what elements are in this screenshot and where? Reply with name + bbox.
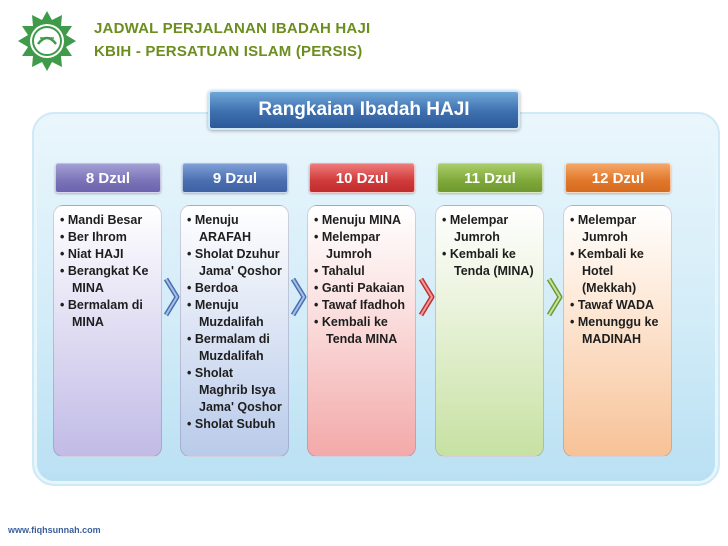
list-item: • Tawaf Ifadhoh: [314, 297, 411, 314]
day-box-9-dzul: [180, 205, 289, 457]
day-box-8-dzul: [53, 205, 162, 457]
list-item: • Kembali ke Hotel (Mekkah): [570, 246, 667, 297]
list-item: • Kembali ke Tenda (MINA): [442, 246, 539, 280]
list-item: • Sholat Dzuhur Jama' Qoshor: [187, 246, 284, 280]
list-item: • Sholat Subuh: [187, 416, 284, 433]
list-item: • Tahalul: [314, 263, 411, 280]
list-item: • Berdoa: [187, 280, 284, 297]
day-box-10-dzul: [307, 205, 416, 457]
header-title-line-1: JADWAL PERJALANAN IBADAH HAJI: [94, 20, 371, 37]
day-box-12-dzul: [563, 205, 672, 457]
list-item: • Melempar Jumroh: [314, 229, 411, 263]
list-item: • Menuju Muzdalifah: [187, 297, 284, 331]
organization-logo: [16, 10, 78, 72]
list-item: • Bermalam di Muzdalifah: [187, 331, 284, 365]
list-item: • Kembali ke Tenda MINA: [314, 314, 411, 348]
day-box-11-dzul: [435, 205, 544, 457]
day-header-12-dzul: 12 Dzul: [565, 163, 671, 193]
chevron-right-icon: [290, 275, 308, 319]
list-item: • Mandi Besar: [60, 212, 157, 229]
list-item: • Tawaf WADA: [570, 297, 667, 314]
diagram-title: Rangkaian Ibadah HAJI: [208, 90, 520, 130]
list-item: • Melempar Jumroh: [570, 212, 667, 246]
chevron-right-icon: [418, 275, 436, 319]
list-item: • Niat HAJI: [60, 246, 157, 263]
day-header-8-dzul: 8 Dzul: [55, 163, 161, 193]
list-item: • Berangkat Ke MINA: [60, 263, 157, 297]
day-header-10-dzul: 10 Dzul: [309, 163, 415, 193]
list-item: • Menuju MINA: [314, 212, 411, 229]
list-item: • Ganti Pakaian: [314, 280, 411, 297]
website-watermark: www.fiqhsunnah.com: [8, 525, 101, 535]
chevron-right-icon: [163, 275, 181, 319]
list-item: • Sholat Maghrib Isya Jama' Qoshor: [187, 365, 284, 416]
list-item: • Menuju ARAFAH: [187, 212, 284, 246]
chevron-right-icon: [546, 275, 564, 319]
list-item: • Ber Ihrom: [60, 229, 157, 246]
list-item: • Melempar Jumroh: [442, 212, 539, 246]
list-item: • Bermalam di MINA: [60, 297, 157, 331]
day-header-9-dzul: 9 Dzul: [182, 163, 288, 193]
day-header-11-dzul: 11 Dzul: [437, 163, 543, 193]
list-item: • Menunggu ke MADINAH: [570, 314, 667, 348]
header-title-line-2: KBIH - PERSATUAN ISLAM (PERSIS): [94, 43, 363, 60]
